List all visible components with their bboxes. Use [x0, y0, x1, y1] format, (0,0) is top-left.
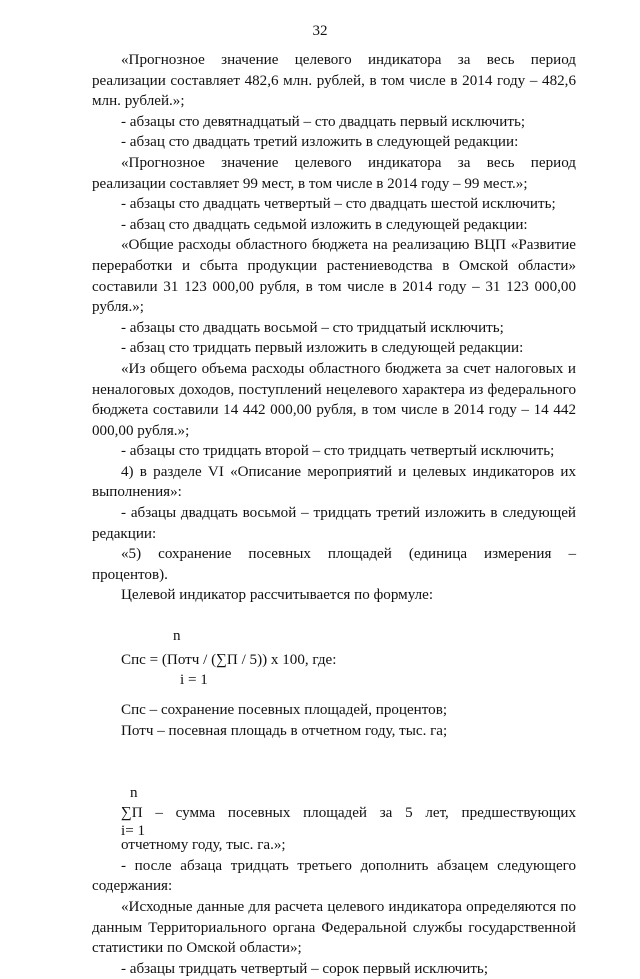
- paragraph: «Общие расходы областного бюджета на реализацию ВЦП «Развитие переработки и сбыта продукции растениеводства в Омской области» составили 31 123 000,00 рубля, в том числе в 2014 году – 31 123 000,00 рубля.»;: [92, 237, 576, 316]
- formula-sum-upper-limit: n: [173, 628, 181, 645]
- variable-definition: Спс – сохранение посевных площадей, процентов;: [121, 702, 448, 719]
- paragraph: - абзацы сто тридцать второй – сто тридцать четвертый исключить;: [121, 443, 555, 460]
- paragraph: Целевой индикатор рассчитывается по формуле:: [121, 587, 434, 604]
- sum-word: посевных: [227, 805, 291, 822]
- formula-sum-lower-limit: i = 1: [180, 672, 208, 689]
- paragraph: - абзацы сто двадцать четвертый – сто двадцать шестой исключить;: [121, 196, 556, 213]
- paragraph: - абзац сто тридцать первый изложить в следующей редакции:: [121, 340, 524, 357]
- paragraph: - абзац сто двадцать третий изложить в следующей редакции:: [121, 134, 519, 151]
- paragraph: - абзацы сто девятнадцатый – сто двадцать первый исключить;: [121, 113, 526, 130]
- formula-block: [92, 616, 576, 700]
- page-number: 32: [312, 23, 328, 39]
- sum-word: ∑П: [121, 805, 143, 822]
- sum-word: за: [379, 805, 393, 822]
- paragraph: 4) в разделе VI «Описание мероприятий и целевых индикаторов их выполнения»:: [92, 463, 576, 501]
- sum-lower-limit: i= 1: [121, 823, 146, 840]
- sum-definition-block: [92, 775, 576, 840]
- paragraph: «Из общего объема расходы областного бюджета за счет налоговых и неналоговых доходов, поступлений нецелевого характера из федерального бюджета составили 14 442 000,00 рубля, в том числе в 2014 году – 14 442 000,00 рубля.»;: [92, 360, 576, 439]
- paragraph: «Прогнозное значение целевого индикатора за весь период реализации составляет 99 мест, в том числе в 2014 году – 99 мест.»;: [92, 154, 576, 192]
- sum-word: лет,: [425, 805, 449, 822]
- paragraph: - абзацы тридцать четвертый – сорок первый исключить;: [121, 960, 489, 977]
- paragraph: - абзац сто двадцать седьмой изложить в следующей редакции:: [121, 216, 528, 233]
- formula-expression: Спс = (Потч / (∑П / 5)) х 100, где:: [121, 652, 337, 669]
- paragraph: «Исходные данные для расчета целевого индикатора определяются по данным Территориального органа Федеральной службы государственной статистики по Омской области»;: [92, 899, 576, 957]
- sum-word: сумма: [175, 805, 216, 822]
- sum-word: 5: [405, 805, 413, 822]
- sum-upper-limit: n: [130, 785, 138, 802]
- paragraph: «5) сохранение посевных площадей (единица измерения – процентов).: [92, 546, 576, 583]
- paragraph: - после абзаца тридцать третьего дополнить абзацем следующего содержания:: [92, 857, 576, 895]
- sum-definition-line: [121, 803, 576, 824]
- variable-definition: Потч – посевная площадь в отчетном году, тыс. га;: [121, 722, 448, 739]
- sum-word: площадей: [303, 805, 368, 822]
- paragraph: «Прогнозное значение целевого индикатора за весь период реализации составляет 482,6 млн. рублей, в том числе в 2014 году – 482,6 млн. рублей.»;: [92, 52, 576, 110]
- paragraph: - абзацы сто двадцать восьмой – сто тридцатый исключить;: [121, 319, 504, 336]
- paragraph: - абзацы двадцать восьмой – тридцать третий изложить в следующей редакции:: [92, 505, 576, 542]
- document-body: [92, 50, 576, 979]
- sum-word: предшествующих: [461, 805, 576, 822]
- sum-word: –: [155, 805, 163, 822]
- paragraph: отчетному году, тыс. га.»;: [121, 837, 286, 854]
